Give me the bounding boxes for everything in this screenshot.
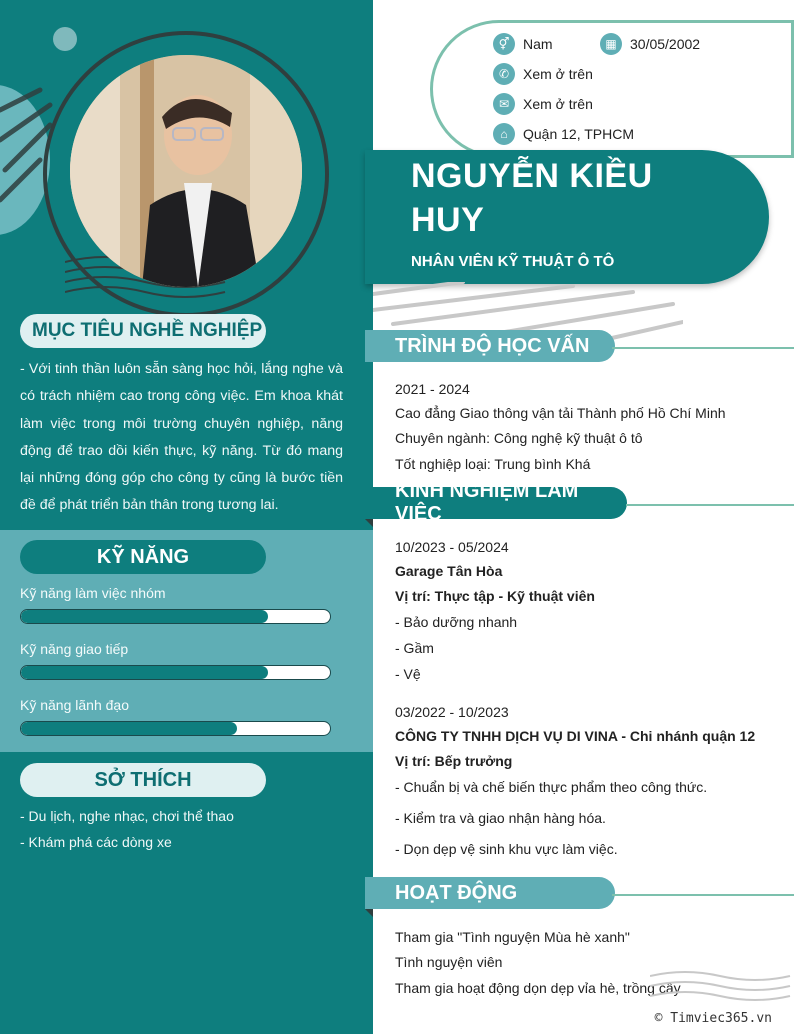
hobby-item: - Du lịch, nghe nhạc, chơi thể thao bbox=[20, 808, 234, 824]
skill-bar bbox=[20, 609, 331, 624]
candidate-name: NGUYỄN KIỀU HUY bbox=[411, 157, 653, 239]
job-task: - Gầm bbox=[395, 640, 434, 656]
decorative-dot bbox=[53, 27, 77, 51]
birthdate-row bbox=[600, 33, 700, 55]
skill-label: Kỹ năng giao tiếp bbox=[20, 641, 129, 657]
education-heading: TRÌNH ĐỘ HỌC VẤN bbox=[365, 330, 615, 362]
education-major: Chuyên ngành: Công nghệ kỹ thuật ô tô bbox=[395, 430, 643, 446]
gender-value: Nam bbox=[523, 36, 553, 52]
skill-label: Kỹ năng lãnh đạo bbox=[20, 697, 129, 713]
education-grade: Tốt nghiệp loại: Trung bình Khá bbox=[395, 456, 591, 472]
education-period: 2021 - 2024 bbox=[395, 381, 470, 397]
activity-line: Tham gia hoạt động dọn dẹp vỉa hè, trồng cây bbox=[395, 980, 681, 996]
gender-row bbox=[493, 33, 553, 55]
job-task: - Kiểm tra và giao nhận hàng hóa. bbox=[395, 810, 606, 826]
job-position: Vị trí: Bếp trưởng bbox=[395, 753, 513, 769]
job-period: 10/2023 - 05/2024 bbox=[395, 539, 509, 555]
address-row bbox=[493, 123, 634, 145]
activities-heading: HOẠT ĐỘNG bbox=[365, 877, 615, 909]
activity-line: Tham gia "Tình nguyện Mùa hè xanh" bbox=[395, 929, 630, 945]
email-value: Xem ở trên bbox=[523, 96, 593, 112]
mail-icon: ✉ bbox=[493, 93, 515, 115]
avatar bbox=[70, 55, 302, 287]
objective-text: - Với tinh thần luôn sẵn sàng học hỏi, lắng nghe và có trách nhiệm cao trong công việc. Em khoa khát làm việc trong môi trường chuyên nghiệp, năng động để trao dồi kiến thực, kỹ năng. Từ đó mang lại những đóng góp cho công ty cũng là bước tiền đề để phát triển bản thân trong tương lai. bbox=[20, 361, 343, 514]
section-notch bbox=[365, 519, 373, 527]
phone-value: Xem ở trên bbox=[523, 66, 593, 82]
section-notch bbox=[365, 909, 373, 917]
phone-icon: ✆ bbox=[493, 63, 515, 85]
phone-row bbox=[493, 63, 593, 85]
section-divider bbox=[612, 347, 794, 349]
skill-label: Kỹ năng làm việc nhóm bbox=[20, 585, 166, 601]
job-period: 03/2022 - 10/2023 bbox=[395, 704, 509, 720]
birthdate-value: 30/05/2002 bbox=[630, 36, 701, 52]
hobby-item: - Khám phá các dòng xe bbox=[20, 834, 172, 850]
job-company: CÔNG TY TNHH DỊCH VỤ DI VINA - Chi nhánh quận 12 bbox=[395, 728, 756, 744]
job-company: Garage Tân Hòa bbox=[395, 563, 503, 579]
job-task: - Bảo dưỡng nhanh bbox=[395, 614, 518, 630]
email-row bbox=[493, 93, 593, 115]
skill-bar-fill bbox=[21, 610, 268, 623]
objective-heading: MỤC TIÊU NGHỀ NGHIỆP bbox=[20, 314, 266, 348]
job-position: Vị trí: Thực tập - Kỹ thuật viên bbox=[395, 588, 595, 604]
skill-bar-fill bbox=[21, 722, 237, 735]
left-sidebar bbox=[0, 0, 373, 1034]
skill-bar bbox=[20, 721, 331, 736]
section-divider bbox=[612, 894, 794, 896]
skills-heading: KỸ NĂNG bbox=[20, 540, 266, 574]
job-task: - Dọn dẹp vệ sinh khu vực làm việc. bbox=[395, 841, 618, 857]
section-divider bbox=[626, 504, 794, 506]
job-task: - Chuẩn bị và chế biến thực phẩm theo công thức. bbox=[395, 779, 708, 795]
gender-icon: ⚥ bbox=[493, 33, 515, 55]
home-icon: ⌂ bbox=[493, 123, 515, 145]
calendar-icon: ▦ bbox=[600, 33, 622, 55]
hobbies-heading: SỞ THÍCH bbox=[20, 763, 266, 797]
job-task: - Vệ bbox=[395, 666, 421, 682]
wave-lines-decoration bbox=[650, 968, 795, 1008]
education-school: Cao đẳng Giao thông vận tải Thành phố Hồ Chí Minh bbox=[395, 405, 726, 421]
skill-bar-fill bbox=[21, 666, 268, 679]
watermark: © Timviec365.vn bbox=[654, 1011, 772, 1026]
experience-heading: KINH NGHIỆM LÀM VIỆC bbox=[365, 487, 627, 519]
address-value: Quận 12, TPHCM bbox=[523, 126, 635, 142]
contact-box bbox=[430, 20, 794, 158]
job-title: NHÂN VIÊN KỸ THUẬT Ô TÔ bbox=[411, 253, 615, 270]
activity-line: Tình nguyện viên bbox=[395, 954, 503, 970]
name-banner bbox=[365, 150, 769, 284]
skill-bar bbox=[20, 665, 331, 680]
